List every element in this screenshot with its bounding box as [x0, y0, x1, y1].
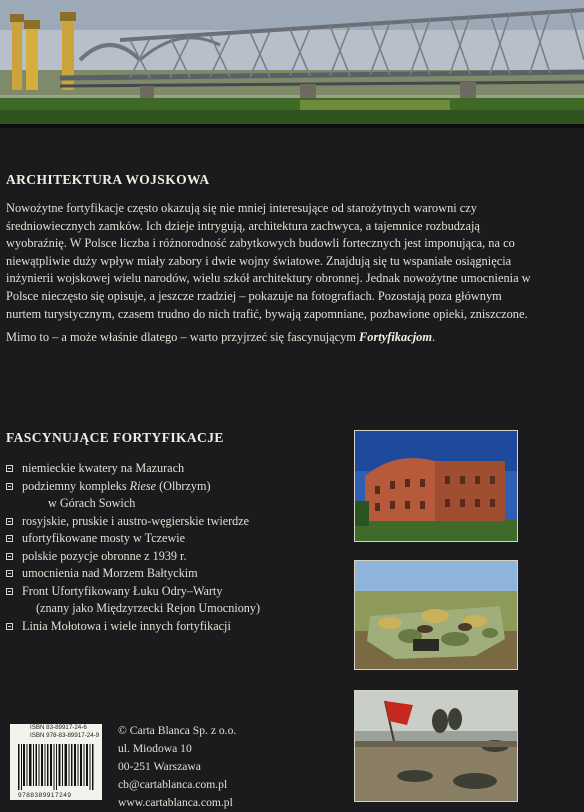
publisher-street: ul. Miodowa 10 [118, 742, 192, 755]
list-item-text: umocnienia nad Morzem Bałtyckim [22, 566, 198, 580]
checkbox-bullet-icon [6, 570, 13, 577]
bridge-photo [0, 0, 584, 128]
isbn-barcode-label [10, 724, 102, 800]
fortification-list [6, 460, 346, 635]
checkbox-bullet-icon [6, 483, 13, 490]
publisher-website[interactable]: www.cartablanca.com.pl [118, 796, 233, 809]
list-item-italic: Riese [129, 478, 157, 493]
list-item [6, 618, 346, 636]
intro-paragraph-2-end: . [431, 330, 436, 345]
intro-paragraph-1: Nowożytne fortyfikacje często okazują się nie mniej interesujące od starożytnych warowni czy średniowiecznych zamków. Ich dzieje intrygują, architektura zachwyca, a tajemnice rozbudzają wyobraźnię. W Polsce liczba i różnorodność zabytkowych budowli fortecznych jest imponująca, na co niewątpliwie duży wpływ miały zabory i dwie wojny światowe. Znajdują się tu wspaniałe osiągnięcia inżynierii wojskowej wielu narodów, wielu szkół architektury obronnej. Jednak nowożytne umocnienia w Polsce nieczęsto się opisuje, a jeszcze rzadziej – pokazuje na fotografiach. Pozostają poza głównym nurtem turystycznym, czasem trudno do nich trafić, bywają zapomniane, pozbawione opieki, zniszczone. [6, 201, 531, 321]
barcode-number: 9788389917249 [18, 792, 72, 799]
list-item-text: Front Ufortyfikowany Łuku Odry–Warty [22, 583, 223, 598]
isbn-13: ISBN 978-83-89917-24-9 [30, 732, 100, 739]
publisher-name: © Carta Blanca Sp. z o.o. [118, 724, 237, 737]
bridge-illustration [0, 0, 584, 128]
list-item-text: (Olbrzym) [156, 478, 211, 493]
list-item [6, 583, 346, 601]
intro-text [6, 200, 536, 353]
book-title-emphasis: Fortyfikacjom [359, 330, 432, 345]
checkbox-bullet-icon [6, 518, 13, 525]
list-item [6, 513, 346, 531]
publisher-info [118, 722, 328, 812]
checkbox-bullet-icon [6, 623, 13, 630]
checkbox-bullet-icon [6, 465, 13, 472]
checkbox-bullet-icon [6, 553, 13, 560]
list-item-text: ufortyfikowane mosty w Tczewie [22, 531, 186, 545]
section-title-architektura: ARCHITEKTURA WOJSKOWA [6, 172, 210, 187]
publisher-email[interactable]: cb@cartablanca.com.pl [118, 778, 228, 791]
list-item [6, 478, 346, 496]
checkbox-bullet-icon [6, 588, 13, 595]
bunker-photo [354, 560, 518, 670]
list-item-text: podziemny kompleks [22, 478, 130, 493]
list-item-text: polskie pozycje obronne z 1939 r. [22, 548, 187, 563]
reenactment-photo [354, 690, 518, 802]
list-item [6, 565, 346, 583]
list-item-text: niemieckie kwatery na Mazurach [22, 461, 185, 475]
publisher-city: 00-251 Warszawa [118, 760, 201, 773]
list-item-text: Linia Mołotowa i wiele innych fortyfikacji [22, 618, 231, 633]
photo-bottom-edge [0, 124, 584, 128]
checkbox-bullet-icon [6, 535, 13, 542]
list-item [6, 530, 346, 548]
isbn-10: ISBN 83-89917-24-6 [30, 724, 87, 731]
section-title-fascynujace: FASCYNUJĄCE FORTYFIKACJE [6, 430, 224, 445]
list-item [6, 460, 346, 478]
intro-paragraph-2-text: Mimo to – a może właśnie dlatego – warto przyjrzeć się fascynującym [6, 330, 360, 345]
fort-photo [354, 430, 518, 542]
barcode-icon [16, 744, 96, 790]
intro-paragraph-2 [6, 329, 536, 347]
list-item-continuation: w Górach Sowich [48, 496, 136, 510]
list-item-text: rosyjskie, pruskie i austro-węgierskie twierdze [22, 513, 250, 528]
list-item [6, 548, 346, 566]
list-item-continuation: (znany jako Międzyrzecki Rejon Umocniony) [36, 601, 261, 615]
